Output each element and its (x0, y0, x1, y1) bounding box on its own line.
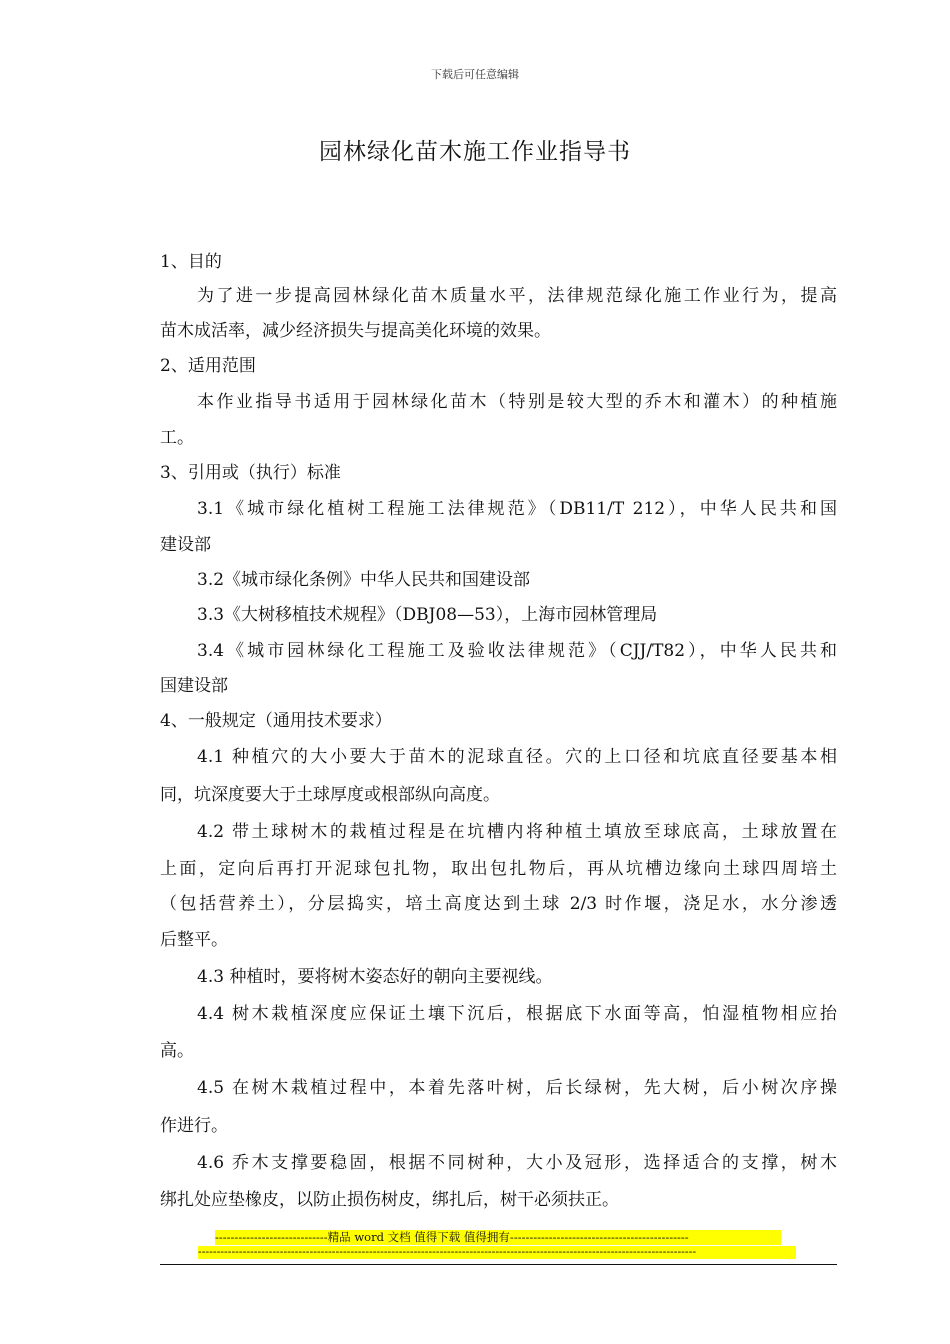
paragraph-line: 后整平。 (160, 930, 228, 950)
paragraph-line: 3.2《城市绿化条例》中华人民共和国建设部 (197, 570, 531, 590)
paragraph-line: 绑扎处应垫橡皮，以防止损伤树皮，绑扎后，树干必须扶正。 (160, 1190, 619, 1210)
paragraph-line: 3.4《城市园林绿化工程施工及验收法律规范》（CJJ/T82），中华人民共和 (197, 641, 837, 661)
paragraph-line: 4.5 在树木栽植过程中，本着先落叶树，后长绿树，先大树，后小树次序操 (197, 1078, 837, 1098)
footer-rule (160, 1264, 837, 1265)
paragraph-line: 4.3 种植时，要将树木姿态好的朝向主要视线。 (197, 967, 553, 987)
paragraph-line: 苗木成活率，减少经济损失与提高美化环境的效果。 (160, 321, 551, 341)
footer-banner: -----------------------------精品 word 文档 值得下载 值得拥有---------------------------------------------- (215, 1230, 781, 1245)
section-heading-scope: 2、适用范围 (160, 356, 256, 376)
paragraph-line: 4.1 种植穴的大小要大于苗木的泥球直径。穴的上口径和坑底直径要基本相 (197, 747, 837, 767)
document-body (160, 245, 837, 1218)
paragraph-line: 国建设部 (160, 676, 228, 696)
paragraph-line: 上面，定向后再打开泥球包扎物，取出包扎物后，再从坑槽边缘向土球四周培土 (160, 859, 837, 879)
paragraph-line: （包括营养土），分层捣实，培土高度达到土球 2/3 时作堰，浇足水，水分渗透 (160, 894, 837, 914)
header-note: 下载后可任意编辑 (431, 68, 519, 81)
paragraph-line: 作进行。 (160, 1116, 228, 1136)
paragraph-line: 高。 (160, 1041, 194, 1061)
section-heading-standards: 3、引用或（执行）标准 (160, 463, 341, 483)
paragraph-line: 建设部 (160, 535, 211, 555)
paragraph-line: 4.6 乔木支撑要稳固，根据不同树种，大小及冠形，选择适合的支撑，树木 (197, 1153, 837, 1173)
paragraph-line: 工。 (160, 428, 194, 448)
paragraph-line: 为了进一步提高园林绿化苗木质量水平，法律规范绿化施工作业行为，提高 (197, 286, 837, 306)
section-heading-general: 4、一般规定（通用技术要求） (160, 711, 392, 731)
paragraph-line: 本作业指导书适用于园林绿化苗木（特别是较大型的乔木和灌木）的种植施 (197, 392, 837, 412)
paragraph-line: 3.3《大树移植技术规程》（DBJ08—53），上海市园林管理局 (197, 605, 658, 625)
paragraph-line: 4.2 带土球树木的栽植过程是在坑槽内将种植土填放至球底高，土球放置在 (197, 822, 837, 842)
paragraph-line: 同，坑深度要大于土球厚度或根部纵向高度。 (160, 785, 500, 805)
paragraph-line: 4.4 树木栽植深度应保证土壤下沉后，根据底下水面等高，怕湿植物相应抬 (197, 1004, 837, 1024)
paragraph-line: 3.1《城市绿化植树工程施工法律规范》（DB11/T 212），中华人民共和国 (197, 499, 837, 519)
section-heading-purpose: 1、目的 (160, 252, 222, 272)
footer-dashes: -------------------------------------------------------------------------------------------------------------------------------------- (198, 1246, 796, 1259)
document-title: 园林绿化苗木施工作业指导书 (319, 139, 631, 165)
